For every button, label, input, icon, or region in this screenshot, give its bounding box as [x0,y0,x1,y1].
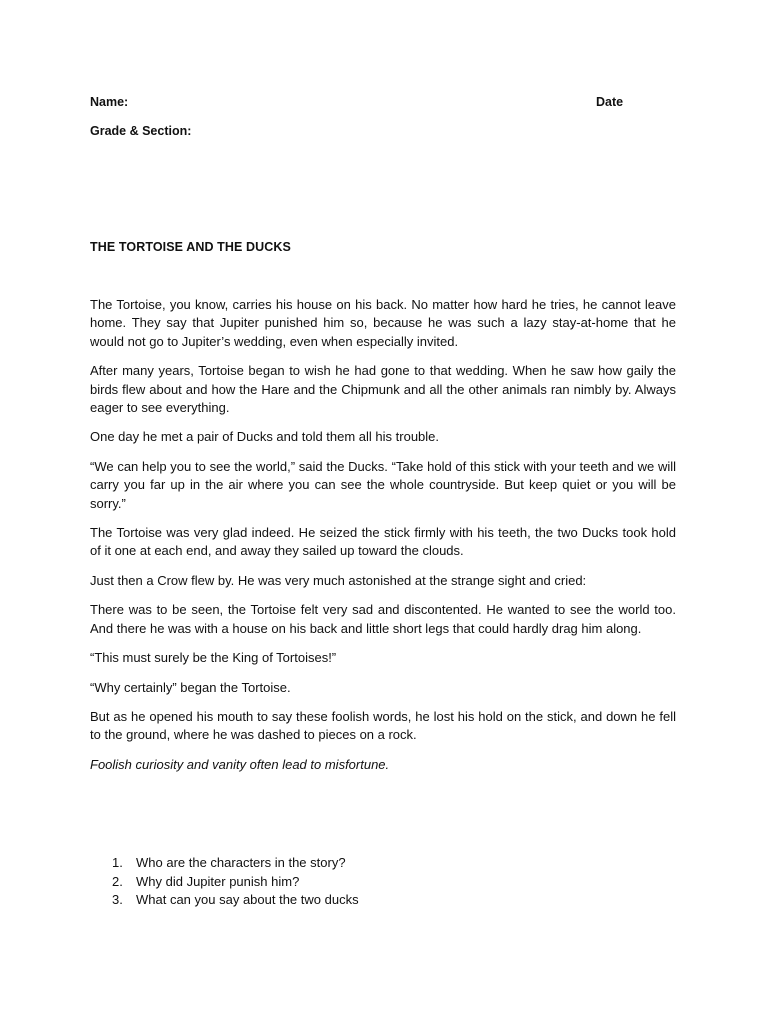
question-number: 3. [112,892,123,907]
story-paragraph: Just then a Crow flew by. He was very much astonished at the strange sight and cried: [90,572,587,588]
date-label: Date [596,95,624,109]
story-title: THE TORTOISE AND THE DUCKS [90,240,291,254]
story-body [90,296,676,785]
grade-section-label: Grade & Section: [90,124,192,138]
question-text: Who are the characters in the story? [136,855,346,870]
story-paragraph: The Tortoise was very glad indeed. He seized the stick firmly with his teeth, the two Ducks took hold of it one at each end, and away they sailed up toward the clouds. [90,525,676,559]
question-number: 1. [112,855,123,870]
story-moral: Foolish curiosity and vanity often lead to misfortune. [90,756,390,772]
question-list [112,854,359,910]
question-text: Why did Jupiter punish him? [136,873,300,889]
question-item [112,854,359,873]
question-number: 2. [112,873,123,889]
question-item [112,873,359,892]
question-text: What can you say about the two ducks [136,892,359,907]
story-paragraph: One day he met a pair of Ducks and told them all his trouble. [90,429,440,445]
story-paragraph: But as he opened his mouth to say these foolish words, he lost his hold on the stick, and down he fell to the ground, where he was dashed to pieces on a rock. [90,708,676,743]
story-paragraph: “We can help you to see the world,” said the Ducks. “Take hold of this stick with your teeth and we will carry you far up in the air where you can see the whole countryside. But keep quiet or you will be sorry.” [90,458,676,511]
question-item [112,891,359,910]
name-label: Name: [90,95,129,109]
story-paragraph: “Why certainly” began the Tortoise. [90,679,291,695]
story-paragraph: There was to be seen, the Tortoise felt very sad and discontented. He wanted to see the world too. And there he was with a house on his back and little short legs that could hardly drag him along. [90,602,676,636]
story-paragraph: The Tortoise, you know, carries his house on his back. No matter how hard he tries, he cannot leave home. They say that Jupiter punished him so, because he was such a lazy stay-at-home that he would not go to Jupiter’s wedding, even when especially invited. [90,297,676,349]
story-paragraph: “This must surely be the King of Tortoises!” [90,650,337,666]
story-paragraph: After many years, Tortoise began to wish he had gone to that wedding. When he saw how gaily the birds flew about and how the Hare and the Chipmunk and all the other animals ran nimbly by. Always eager to see everything. [90,363,676,416]
